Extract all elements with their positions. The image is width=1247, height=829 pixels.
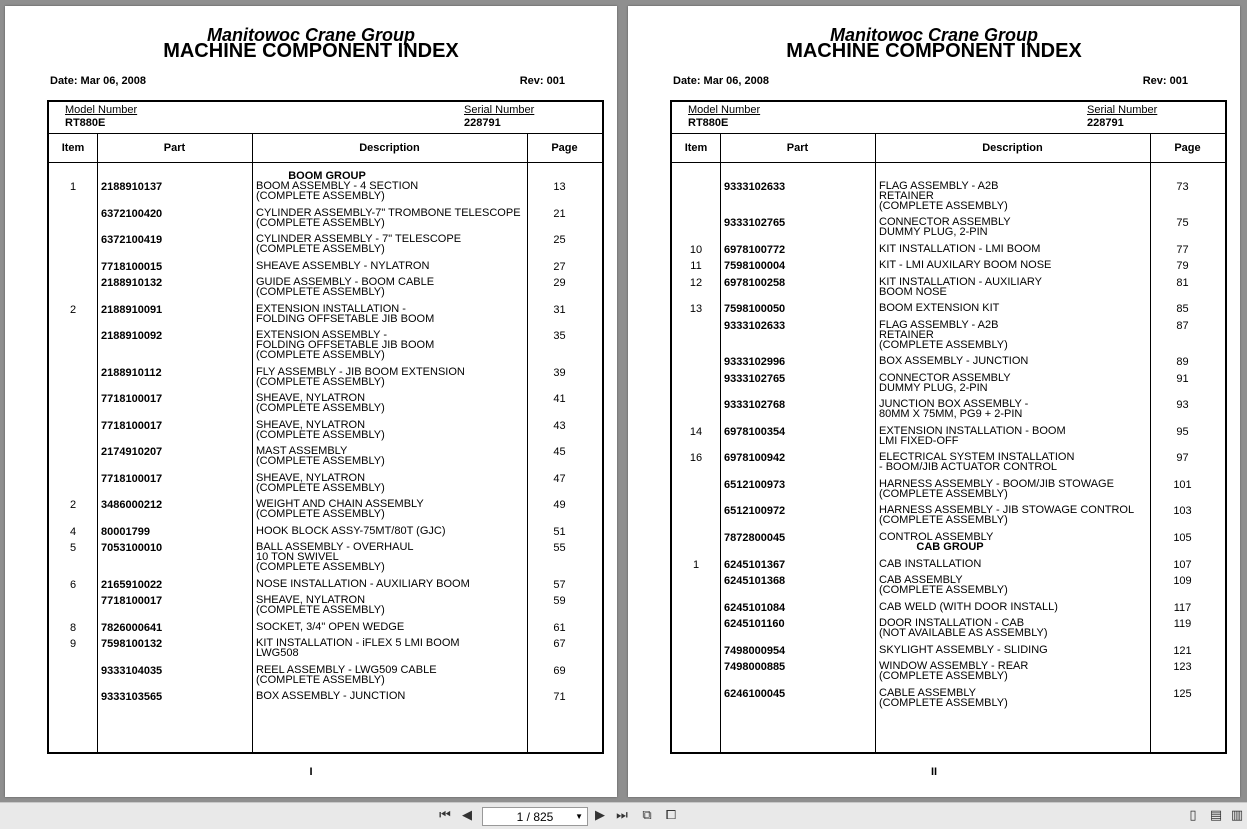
page-reference: 109	[1173, 575, 1192, 587]
part-number: 6512100973	[724, 479, 786, 491]
page-reference: 29	[553, 277, 566, 289]
two-page-view-icon[interactable]: ▥	[1230, 808, 1244, 823]
part-description: CAB INSTALLATION	[879, 558, 982, 570]
table-row	[672, 320, 1225, 350]
model-number-label: Model Number	[65, 104, 138, 116]
group-heading: BOOM GROUP	[288, 170, 366, 182]
part-number: 7498000954	[724, 645, 786, 657]
part-number: 6246100045	[724, 688, 786, 700]
part-description: DOOR INSTALLATION - CAB (NOT AVAILABLE AS ASSEMBLY)	[879, 617, 1048, 639]
serial-number-value: 228791	[464, 117, 501, 129]
part-description: SHEAVE, NYLATRON (COMPLETE ASSEMBLY)	[256, 594, 385, 616]
part-description: CYLINDER ASSEMBLY-7" TROMBONE TELESCOPE (COMPLETE ASSEMBLY)	[256, 207, 521, 229]
part-description: SOCKET, 3/4" OPEN WEDGE	[256, 621, 405, 633]
item-number: 5	[69, 542, 77, 554]
part-description: WINDOW ASSEMBLY - REAR (COMPLETE ASSEMBLY)	[879, 660, 1029, 682]
page-reference: 73	[1176, 181, 1189, 193]
part-number: 6978100354	[724, 426, 786, 438]
part-number: 6372100420	[101, 208, 163, 220]
part-description: JUNCTION BOX ASSEMBLY - 80MM X 75MM, PG9 + 2-PIN	[879, 398, 1029, 420]
page-folio: I	[309, 766, 313, 778]
column-header-page: Page	[1174, 142, 1201, 154]
part-number: 7598100132	[101, 638, 163, 650]
component-table	[47, 100, 604, 754]
part-description: WEIGHT AND CHAIN ASSEMBLY (COMPLETE ASSEMBLY)	[256, 498, 424, 520]
component-table	[670, 100, 1227, 754]
part-number: 7598100004	[724, 260, 786, 272]
page-reference: 59	[553, 595, 566, 607]
single-page-view-icon[interactable]: ▯	[1189, 808, 1197, 823]
page-reference: 49	[553, 499, 566, 511]
page-reference: 119	[1173, 618, 1192, 630]
page-reference: 57	[553, 579, 566, 591]
page-reference: 105	[1173, 532, 1192, 544]
part-description: CAB ASSEMBLY (COMPLETE ASSEMBLY)	[879, 574, 1008, 596]
model-number-value: RT880E	[65, 117, 106, 129]
page-selector[interactable]	[482, 807, 588, 826]
part-number: 2188910132	[101, 277, 163, 289]
part-number: 7053100010	[101, 542, 163, 554]
page-reference: 123	[1173, 661, 1192, 673]
part-number: 7826000641	[101, 622, 163, 634]
page-indicator: 1 / 825	[516, 809, 554, 824]
page-reference: 121	[1173, 645, 1192, 657]
part-number: 9333102633	[724, 181, 786, 193]
page-reference: 101	[1173, 479, 1192, 491]
column-header-page: Page	[551, 142, 578, 154]
divider	[672, 162, 1225, 163]
item-number: 12	[689, 277, 703, 289]
fit-page-icon[interactable]: ⧉	[642, 808, 652, 823]
part-description: BALL ASSEMBLY - OVERHAUL 10 TON SWIVEL (COMPLETE ASSEMBLY)	[256, 541, 414, 573]
page-reference: 77	[1176, 244, 1189, 256]
item-number: 16	[689, 452, 703, 464]
part-description: CABLE ASSEMBLY (COMPLETE ASSEMBLY)	[879, 687, 1008, 709]
part-description: SKYLIGHT ASSEMBLY - SLIDING	[879, 644, 1048, 656]
group-heading: CAB GROUP	[916, 541, 984, 553]
part-description: CONNECTOR ASSEMBLY DUMMY PLUG, 2-PIN	[879, 372, 1011, 394]
part-number: 6372100419	[101, 234, 163, 246]
page-reference: 103	[1173, 505, 1192, 517]
page-reference: 107	[1173, 559, 1192, 571]
page-reference: 41	[553, 393, 566, 405]
model-number-value: RT880E	[688, 117, 729, 129]
document-page-2	[628, 6, 1240, 797]
item-number: 2	[69, 304, 77, 316]
continuous-view-icon[interactable]: ▤	[1209, 808, 1223, 823]
part-description: EXTENSION ASSEMBLY - FOLDING OFFSETABLE JIB BOOM (COMPLETE ASSEMBLY)	[256, 329, 435, 361]
column-header-item: Item	[684, 142, 708, 154]
part-number: 2174910207	[101, 446, 163, 458]
part-description: FLAG ASSEMBLY - A2B RETAINER (COMPLETE ASSEMBLY)	[879, 180, 1008, 212]
item-number: 8	[69, 622, 77, 634]
previous-page-icon[interactable]: ◀	[462, 808, 472, 823]
page-folio: II	[930, 766, 938, 778]
item-number: 1	[69, 181, 77, 193]
item-number: 9	[69, 638, 77, 650]
document-title: MACHINE COMPONENT INDEX	[786, 40, 1082, 62]
part-number: 6245101368	[724, 575, 786, 587]
serial-number-value: 228791	[1087, 117, 1124, 129]
part-number: 2188910092	[101, 330, 163, 342]
part-description: HOOK BLOCK ASSY-75MT/80T (GJC)	[256, 525, 446, 537]
part-description: CYLINDER ASSEMBLY - 7" TELESCOPE (COMPLETE ASSEMBLY)	[256, 233, 462, 255]
page-reference: 117	[1173, 602, 1192, 614]
page-reference: 39	[553, 367, 566, 379]
part-number: 2188910137	[101, 181, 163, 193]
document-title: MACHINE COMPONENT INDEX	[163, 40, 459, 62]
divider	[49, 162, 602, 163]
part-description: GUIDE ASSEMBLY - BOOM CABLE (COMPLETE ASSEMBLY)	[256, 276, 435, 298]
page-reference: 61	[553, 622, 566, 634]
page-reference: 35	[553, 330, 566, 342]
page-reference: 125	[1173, 688, 1192, 700]
item-number: 1	[692, 559, 700, 571]
part-number: 2188910091	[101, 304, 163, 316]
page-reference: 71	[553, 691, 566, 703]
part-number: 9333103565	[101, 691, 163, 703]
model-number-label: Model Number	[688, 104, 761, 116]
part-description: CONNECTOR ASSEMBLY DUMMY PLUG, 2-PIN	[879, 216, 1011, 238]
part-description: CONTROL ASSEMBLY	[879, 531, 994, 543]
part-description: CAB WELD (WITH DOOR INSTALL)	[879, 601, 1058, 613]
column-header-description: Description	[982, 142, 1043, 154]
column-header-description: Description	[359, 142, 420, 154]
page-reference: 69	[553, 665, 566, 677]
part-number: 9333102765	[724, 217, 786, 229]
page-reference: 47	[553, 473, 566, 485]
divider	[672, 133, 1225, 134]
page-reference: 93	[1176, 399, 1189, 411]
part-description: KIT INSTALLATION - iFLEX 5 LMI BOOM LWG508	[256, 637, 460, 659]
document-date: Date: Mar 06, 2008	[50, 75, 146, 87]
next-page-icon[interactable]: ▶	[595, 808, 605, 823]
page-reference: 79	[1176, 260, 1189, 272]
table-row	[49, 691, 602, 721]
item-number: 10	[689, 244, 703, 256]
serial-number-label: Serial Number	[1087, 104, 1158, 116]
first-page-icon[interactable]: ⏮	[439, 808, 451, 823]
part-number: 6978100942	[724, 452, 786, 464]
part-number: 7598100050	[724, 303, 786, 315]
part-number: 9333104035	[101, 665, 163, 677]
page-reference: 21	[553, 208, 566, 220]
part-description: MAST ASSEMBLY (COMPLETE ASSEMBLY)	[256, 445, 385, 467]
column-header-part: Part	[163, 142, 186, 154]
part-description: SHEAVE, NYLATRON (COMPLETE ASSEMBLY)	[256, 472, 385, 494]
item-number: 4	[69, 526, 77, 538]
item-number: 13	[689, 303, 703, 315]
viewer-toolbar	[0, 802, 1247, 829]
page-reference: 45	[553, 446, 566, 458]
part-description: EXTENSION INSTALLATION - FOLDING OFFSETABLE JIB BOOM	[256, 303, 435, 325]
part-number: 7718100017	[101, 595, 163, 607]
part-number: 2188910112	[101, 367, 162, 379]
part-number: 7498000885	[724, 661, 786, 673]
item-number: 14	[689, 426, 703, 438]
column-header-part: Part	[786, 142, 809, 154]
page-reference: 25	[553, 234, 566, 246]
part-description: BOOM EXTENSION KIT	[879, 302, 1000, 314]
part-description: HARNESS ASSEMBLY - JIB STOWAGE CONTROL (COMPLETE ASSEMBLY)	[879, 504, 1135, 526]
document-date: Date: Mar 06, 2008	[673, 75, 769, 87]
item-number: 2	[69, 499, 77, 511]
part-description: NOSE INSTALLATION - AUXILIARY BOOM	[256, 578, 470, 590]
part-number: 7718100017	[101, 473, 163, 485]
part-description: BOX ASSEMBLY - JUNCTION	[879, 355, 1029, 367]
part-number: 7718100015	[101, 261, 163, 273]
part-number: 6978100258	[724, 277, 786, 289]
fit-width-icon[interactable]: ⧠	[665, 808, 677, 823]
page-reference: 43	[553, 420, 566, 432]
page-reference: 97	[1176, 452, 1189, 464]
part-description: FLAG ASSEMBLY - A2B RETAINER (COMPLETE ASSEMBLY)	[879, 319, 1008, 351]
table-row	[672, 688, 1225, 718]
serial-number-label: Serial Number	[464, 104, 535, 116]
part-number: 6512100972	[724, 505, 786, 517]
part-number: 2165910022	[101, 579, 163, 591]
company-name: Manitowoc Crane Group	[829, 25, 1038, 45]
divider	[49, 133, 602, 134]
part-description: ELECTRICAL SYSTEM INSTALLATION - BOOM/JIB ACTUATOR CONTROL	[879, 451, 1075, 473]
page-reference: 89	[1176, 356, 1189, 368]
page-reference: 81	[1176, 277, 1189, 289]
part-number: 6245101367	[724, 559, 786, 571]
document-page-1	[5, 6, 617, 797]
part-description: FLY ASSEMBLY - JIB BOOM EXTENSION (COMPLETE ASSEMBLY)	[256, 366, 465, 388]
page-reference: 55	[553, 542, 566, 554]
part-description: BOX ASSEMBLY - JUNCTION	[256, 690, 406, 702]
item-number: 11	[690, 260, 702, 272]
part-description: SHEAVE, NYLATRON (COMPLETE ASSEMBLY)	[256, 419, 385, 441]
company-name: Manitowoc Crane Group	[206, 25, 415, 45]
part-description: SHEAVE ASSEMBLY - NYLATRON	[256, 260, 430, 272]
part-number: 7872800045	[724, 532, 786, 544]
part-description: REEL ASSEMBLY - LWG509 CABLE (COMPLETE ASSEMBLY)	[256, 664, 437, 686]
part-number: 7718100017	[101, 393, 163, 405]
part-number: 9333102996	[724, 356, 786, 368]
page-reference: 91	[1176, 373, 1189, 385]
part-description: KIT INSTALLATION - AUXILIARY BOOM NOSE	[879, 276, 1043, 298]
page-reference: 87	[1176, 320, 1189, 332]
item-number: 6	[69, 579, 77, 591]
part-number: 6245101084	[724, 602, 786, 614]
page-reference: 95	[1176, 426, 1189, 438]
page-reference: 67	[553, 638, 566, 650]
part-description: EXTENSION INSTALLATION - BOOM LMI FIXED-OFF	[879, 425, 1066, 447]
part-number: 6245101160	[724, 618, 785, 630]
part-number: 80001799	[101, 526, 150, 538]
page-reference: 75	[1176, 217, 1189, 229]
part-description: SHEAVE, NYLATRON (COMPLETE ASSEMBLY)	[256, 392, 385, 414]
page-reference: 51	[553, 526, 566, 538]
column-header-item: Item	[61, 142, 85, 154]
document-revision: Rev: 001	[1142, 75, 1188, 87]
part-number: 3486000212	[101, 499, 163, 511]
table-row	[49, 330, 602, 360]
chevron-down-icon: ▼	[575, 812, 583, 821]
table-row	[672, 181, 1225, 211]
part-description: HARNESS ASSEMBLY - BOOM/JIB STOWAGE (COMPLETE ASSEMBLY)	[879, 478, 1114, 500]
part-number: 9333102768	[724, 399, 786, 411]
part-description: KIT - LMI AUXILARY BOOM NOSE	[879, 259, 1052, 271]
page-reference: 31	[553, 304, 566, 316]
part-description: KIT INSTALLATION - LMI BOOM	[879, 243, 1041, 255]
page-reference: 13	[553, 181, 566, 193]
table-row	[49, 542, 602, 572]
last-page-icon[interactable]: ⏭	[616, 808, 628, 823]
part-number: 9333102765	[724, 373, 786, 385]
part-description: BOOM ASSEMBLY - 4 SECTION (COMPLETE ASSEMBLY)	[256, 180, 419, 202]
page-reference: 27	[553, 261, 566, 273]
part-number: 6978100772	[724, 244, 786, 256]
document-revision: Rev: 001	[519, 75, 565, 87]
page-reference: 85	[1176, 303, 1189, 315]
part-number: 9333102633	[724, 320, 786, 332]
part-number: 7718100017	[101, 420, 163, 432]
